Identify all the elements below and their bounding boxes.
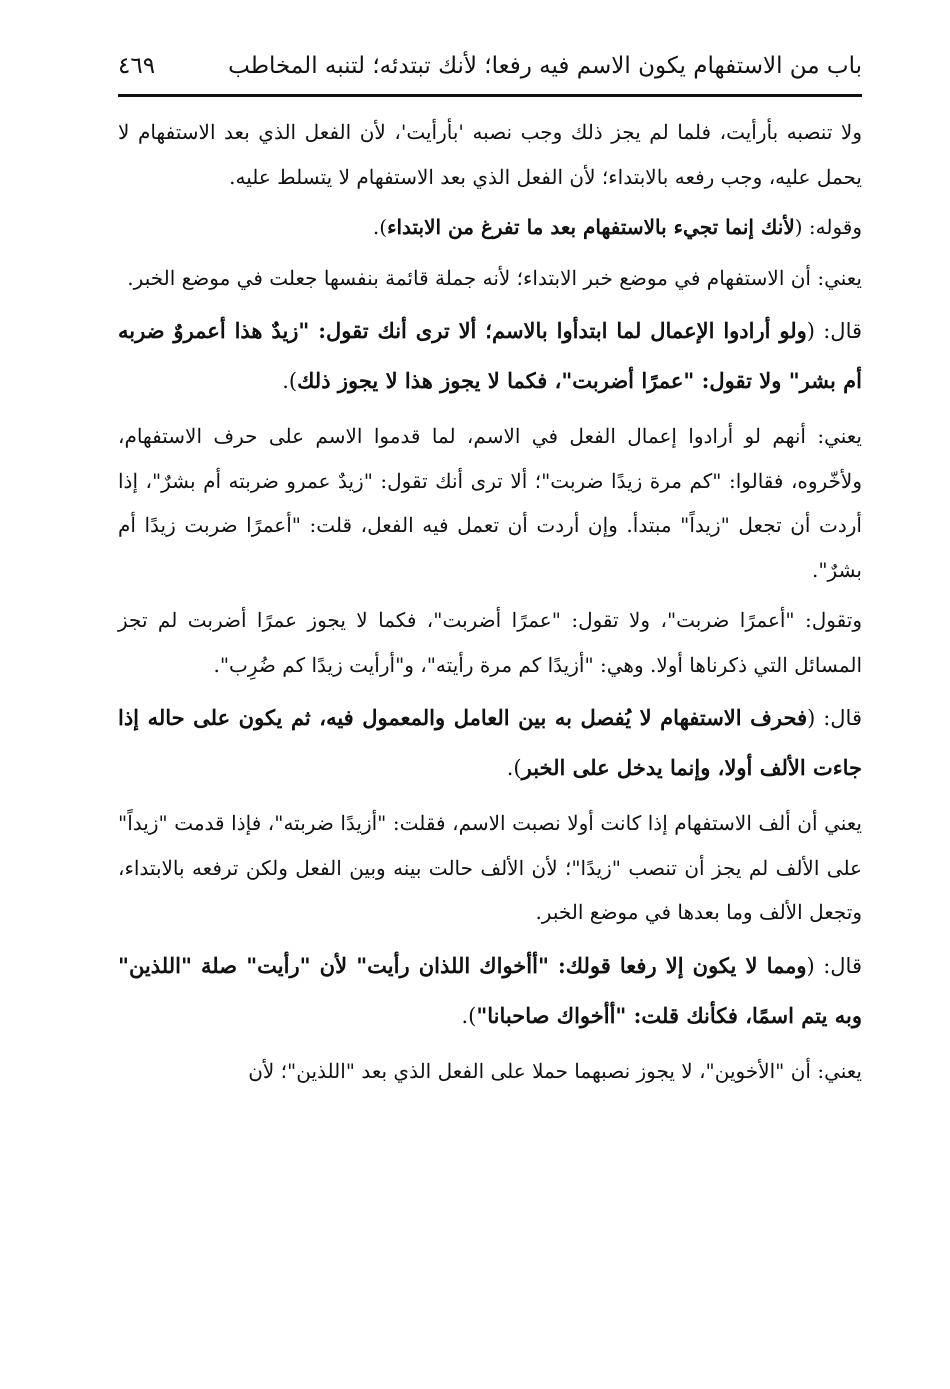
commentary-paragraph (118, 110, 862, 199)
header-rule (118, 94, 862, 97)
paragraph-text: يعني أن ألف الاستفهام إذا كانت أولا نصبت الاسم، فقلت: "أزيدًا ضربته"، فإذا قدمت "زيداً" على الألف لم يجز أن تنصب "زيدًا"؛ لأن الألف حالت بينه وبين الفعل ولكن ترفعه بالابتداء، وتجعل الألف وما بعدها في موضع الخبر. (118, 811, 862, 924)
quoted-text: ولو أرادوا الإعمال لما ابتدأوا بالاسم؛ ألا ترى أنك تقول: "زيدٌ هذا أعمروٌ ضربه أم بشر" ولا تقول: "عمرًا أضربت"، فكما لا يجوز هذا لا يجوز ذلك (118, 318, 862, 393)
paragraph-text: ولا تنصبه بأرأيت، فلما لم يجز ذلك وجب نصبه 'بأرأيت'، لأن الفعل الذي بعد الاستفهام لا يحمل عليه، وجب رفعه بالابتداء؛ لأن الفعل الذي بعد الاستفهام لا يتسلط عليه. (118, 120, 862, 189)
paragraph-lead: قال: ( (806, 319, 863, 343)
paragraph-tail: ). (282, 369, 298, 393)
body-text (118, 110, 862, 1099)
commentary-paragraph (118, 256, 862, 301)
page-number: ٤٦٩ (118, 53, 156, 79)
paragraph-tail: ). (372, 215, 388, 239)
paragraph-lead: قال: ( (807, 706, 862, 730)
commentary-paragraph (118, 1049, 862, 1094)
commentary-paragraph (118, 598, 862, 687)
paragraph-lead: قال: ( (806, 953, 862, 978)
commentary-paragraph (118, 414, 862, 592)
quoted-text: لأنك إنما تجيء بالاستفهام بعد ما تفرغ من الابتداء (387, 215, 795, 239)
quoted-phrase-paragraph (118, 205, 862, 250)
quotation-paragraph (118, 306, 862, 406)
commentary-paragraph (118, 801, 862, 935)
quoted-text: فحرف الاستفهام لا يُفصل به بين العامل والمعمول فيه، ثم يكون على حاله إذا جاءت الألف أولا، وإنما يدخل على الخبر (118, 705, 862, 780)
paragraph-text: وتقول: "أعمرًا ضربت"، ولا تقول: "عمرًا أضربت"، فكما لا يجوز عمرًا أضربت لم تجز المسائل التي ذكرناها أولا. وهي: "أزيدًا كم مرة رأيته"، و"أرأيت زيدًا كم ضُرِب". (118, 608, 862, 677)
paragraph-lead: وقوله: ( (794, 215, 862, 239)
paragraph-tail: ). (506, 756, 522, 780)
quotation-paragraph (118, 941, 862, 1041)
running-header (118, 46, 862, 90)
quotation-paragraph (118, 693, 862, 793)
paragraph-tail: ). (461, 1003, 477, 1028)
quoted-text: ومما لا يكون إلا رفعا قولك: "أأخواك اللذان رأيت" لأن "رأيت" صلة "اللذين" وبه يتم اسمًا، فكأنك قلت: "أأخواك صاحبانا" (118, 952, 862, 1028)
header-title: باب من الاستفهام يكون الاسم فيه رفعا؛ لأنك تبتدئه؛ لتنبه المخاطب (228, 53, 862, 79)
paragraph-text: يعني: أن "الأخوين"، لا يجوز نصبهما حملا على الفعل الذي بعد "اللذين"؛ لأن (248, 1058, 862, 1083)
paragraph-text: يعني: أنهم لو أرادوا إعمال الفعل في الاسم، لما قدموا الاسم على حرف الاستفهام، ولأخّروه، فقالوا: "كم مرة زيدًا ضربت"؛ ألا ترى أنك تقول: "زيدٌ عمرو ضربته أم بشرٌ"، إذا أردت أن تجعل "زيداً" مبتدأ. وإن أردت أن تعمل فيه الفعل، قلت: "أعمرًا ضربت زيدًا أم بشرٌ". (118, 424, 862, 582)
paragraph-text: يعني: أن الاستفهام في موضع خبر الابتداء؛ لأنه جملة قائمة بنفسها جعلت في موضع الخبر. (127, 265, 862, 290)
